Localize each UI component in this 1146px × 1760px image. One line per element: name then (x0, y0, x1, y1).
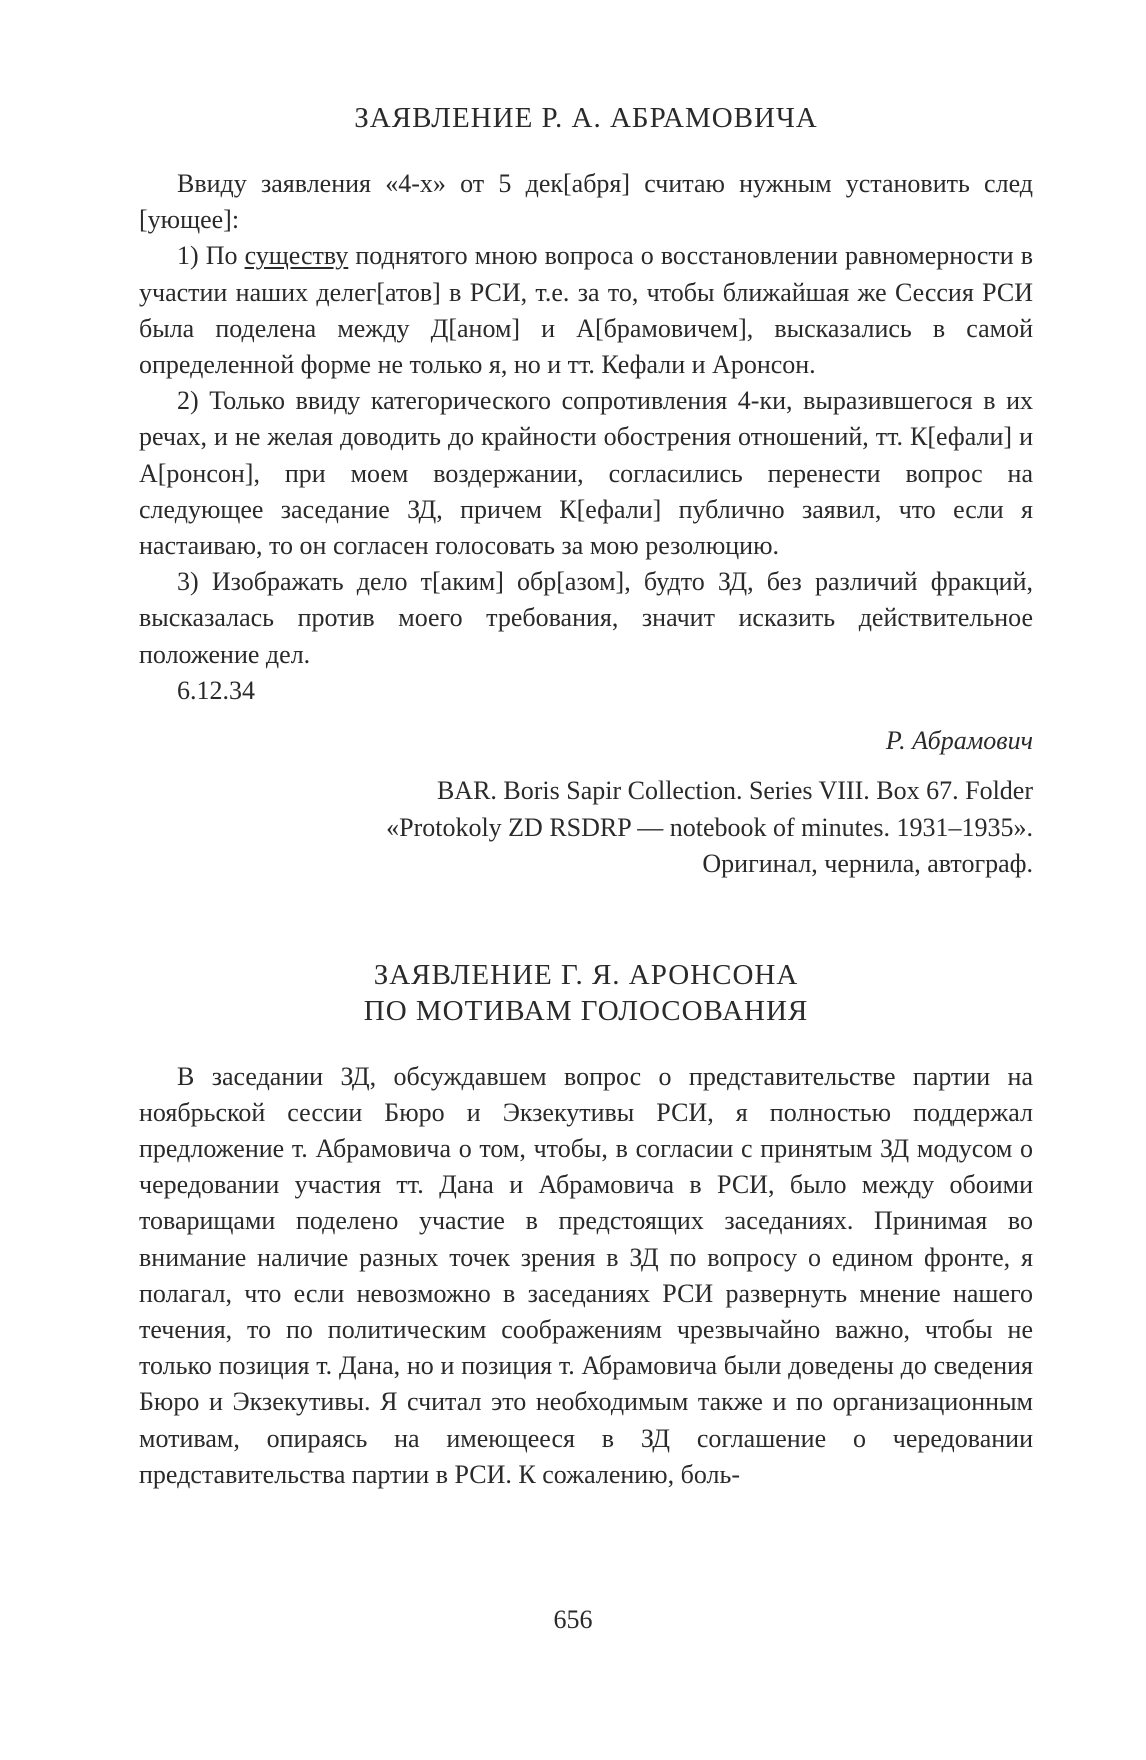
source-line-1: BAR. Boris Sapir Collection. Series VIII. Box 67. Folder (436, 776, 1033, 806)
section2-title-line-2: ПО МОТИВАМ ГОЛОСОВАНИЯ (363, 994, 809, 1027)
source-line-3: Оригинал, чернила, автограф. (702, 849, 1033, 879)
section1-point1-underlined: существу (244, 241, 349, 271)
section1-point1 (139, 238, 1033, 383)
page-number: 656 (553, 1605, 593, 1634)
section1-source (139, 773, 1033, 883)
section1-intro: Ввиду заявления «4-х» от 5 дек[абря] считаю нужным установить след [ующее]: (139, 169, 1033, 235)
section1-point1-rest: поднятого мною вопроса о восстановлении равномерности в участии наших делег[атов] в РСИ, т.е. за то, чтобы ближайшая же Сессия РСИ была поделена между Д[аном] и А[брамовичем], высказались в самой определенной форме не только я, но и тт. Кефали и Аронсон. (139, 241, 1034, 380)
document-page (139, 100, 1033, 1493)
section1-date: 6.12.34 (177, 675, 255, 705)
section1-signature: Р. Абрамович (885, 726, 1033, 756)
source-line-2: «Protokoly ZD RSDRP — notebook of minutes. 1931–1935». (386, 812, 1033, 842)
section2-title (139, 957, 1033, 1029)
section1-point2: 2) Только ввиду категорического сопротивления 4-ки, выразившегося в их речах, и не желая доводить до крайности обострения отношений, тт. К[ефали] и А[ронсон], при моем воздержании, согласились перенести вопрос на следующее заседание ЗД, причем К[ефали] публично заявил, что если я настаиваю, то он согласен голосовать за мою резолюцию. (139, 386, 1033, 561)
section2-body: В заседании ЗД, обсуждавшем вопрос о представительстве партии на ноябрьской сессии Бюро и Экзекутивы РСИ, я полностью поддержал предложение т. Абрамовича о том, чтобы, в согласии с принятым ЗД модусом о чередовании участия тт. Дана и Абрамовича в РСИ, было между обоими товарищами поделено участие в предстоящих заседаниях. Принимая во внимание наличие разных точек зрения в ЗД по вопросу о едином фронте, я полагал, что если невозможно в заседаниях РСИ развернуть мнение нашего течения, то по политическим соображениям чрезвычайно важно, чтобы не только позиция т. Дана, но и позиция т. Абрамовича были доведены до сведения Бюро и Экзекутивы. Я считал это необходимым также и по организационным мотивам, опираясь на имеющееся в ЗД соглашение о чередовании представительства партии в РСИ. К сожалению, боль- (139, 1061, 1033, 1489)
section1-title: ЗАЯВЛЕНИЕ Р. А. АБРАМОВИЧА (354, 102, 818, 134)
section2-title-line-1: ЗАЯВЛЕНИЕ Г. Я. АРОНСОНА (373, 958, 799, 991)
section1-point3: 3) Изображать дело т[аким] обр[азом], будто ЗД, без различий фракций, высказалась против моего требования, значит исказить действительное положение дел. (139, 567, 1033, 669)
section1-point1-prefix: 1) По (177, 241, 245, 271)
